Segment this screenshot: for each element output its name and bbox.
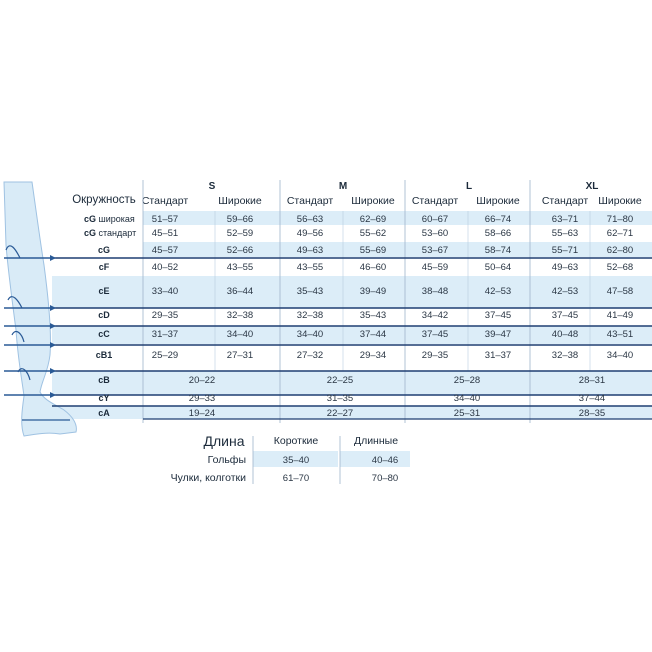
table-cell: 56–63 [296,214,324,225]
table-cell: 41–49 [606,310,634,321]
length-cell: 70–80 [371,473,399,484]
length-cell: 40–46 [371,455,399,466]
table-cell: 55–62 [359,228,387,239]
size-header-xl: XL [585,181,599,192]
table-cell: 58–74 [484,245,512,256]
table-cell: 49–63 [551,262,579,273]
table-cell: 37–45 [484,310,512,321]
length-column-header: Короткие [273,435,319,447]
table-cell: 71–80 [606,214,634,225]
row-code: cC [98,329,110,339]
table-cell: 62–80 [606,245,634,256]
table-cell: 37–44 [578,393,606,404]
column-header: Широкие [351,195,395,207]
table-row [84,228,633,239]
table-cell: 20–22 [188,375,216,386]
column-header: Стандарт [411,195,459,207]
table-cell: 52–66 [226,245,254,256]
table-cell: 38–48 [421,286,449,297]
table-cell: 34–40 [606,350,634,361]
table-cell: 27–32 [296,350,324,361]
row-label [96,350,113,360]
row-label [98,408,110,418]
table-cell: 37–45 [421,329,449,340]
table-cell: 25–31 [453,408,481,419]
table-cell: 22–27 [326,408,354,419]
table-cell: 45–51 [151,228,179,239]
table-cell: 25–28 [453,375,481,386]
length-row-label: Чулки, колготки [170,472,246,484]
row-label [84,228,136,238]
row-label [99,262,110,272]
table-cell: 28–31 [578,375,606,386]
row-code: cA [98,408,110,418]
table-cell: 34–42 [421,310,449,321]
table-cell: 50–64 [484,262,512,273]
table-cell: 33–40 [151,286,179,297]
table-cell: 31–37 [484,350,512,361]
row-label [84,214,135,224]
size-header-l: L [465,181,473,192]
column-header: Широкие [598,195,642,207]
row-label [98,245,110,255]
table-cell: 55–71 [551,245,579,256]
table-cell: 40–48 [551,329,579,340]
table-cell: 34–40 [296,329,324,340]
table-cell: 60–67 [421,214,449,225]
table-cell: 52–59 [226,228,254,239]
table-cell: 35–43 [359,310,387,321]
table-cell: 31–37 [151,329,179,340]
table-cell: 36–44 [226,286,254,297]
length-row-label: Гольфы [207,454,246,466]
row-code: cG [97,245,111,255]
table-cell: 37–45 [551,310,579,321]
table-cell: 28–35 [578,408,606,419]
size-header-s: S [208,181,216,192]
column-header: Стандарт [286,195,334,207]
row-code: cG [84,214,97,224]
size-header-m: M [338,181,348,192]
circumference-label: Окружность [72,194,136,206]
arrow-head [50,255,56,261]
length-cell: 61–70 [282,473,310,484]
table-cell: 47–58 [606,286,634,297]
table-cell: 62–69 [359,214,387,225]
table-row [98,310,633,321]
table-cell: 63–71 [551,214,579,225]
table-cell: 52–68 [606,262,634,273]
table-cell: 25–29 [151,350,179,361]
table-cell: 39–49 [359,286,387,297]
length-column-header: Длинные [353,435,399,447]
table-cell: 34–40 [453,393,481,404]
table-cell: 43–55 [296,262,324,273]
table-cell: 58–66 [484,228,512,239]
table-cell: 29–34 [359,350,387,361]
table-cell: 32–38 [226,310,254,321]
table-cell: 32–38 [551,350,579,361]
table-cell: 42–53 [551,286,579,297]
table-cell: 29–35 [151,310,179,321]
table-cell: 32–38 [296,310,324,321]
table-cell: 59–66 [226,214,254,225]
table-cell: 53–67 [421,245,449,256]
table-cell: 49–56 [296,228,324,239]
table-row [99,262,633,273]
row-code: cB [98,375,110,385]
table-row [96,350,633,361]
length-row [171,472,399,484]
table-cell: 39–47 [484,329,512,340]
table-cell: 29–35 [421,350,449,361]
column-header: Стандарт [541,195,589,207]
row-code: cD [98,310,110,320]
table-cell: 22–25 [326,375,354,386]
table-cell: 35–43 [296,286,324,297]
length-title: Длина [203,433,245,449]
table-cell: 42–53 [484,286,512,297]
table-cell: 55–69 [359,245,387,256]
table-cell: 37–44 [359,329,387,340]
column-header: Широкие [218,195,262,207]
table-cell: 53–60 [421,228,449,239]
table-cell: 34–40 [226,329,254,340]
table-cell: 31–35 [326,393,354,404]
row-code: cB1 [95,350,113,360]
row-label-suffix: стандарт [96,228,137,238]
row-code: cY [98,393,110,403]
table-cell: 51–57 [151,214,179,225]
row-code: cF [98,262,110,272]
table-cell: 45–57 [151,245,179,256]
row-code: cG [84,228,97,238]
row-label [98,310,110,320]
row-label [98,393,109,403]
table-cell: 19–24 [188,408,216,419]
table-cell: 55–63 [551,228,579,239]
table-cell: 46–60 [359,262,387,273]
row-label [98,329,110,339]
table-cell: 43–51 [606,329,634,340]
table-cell: 40–52 [151,262,179,273]
table-cell: 49–63 [296,245,324,256]
table-cell: 45–59 [421,262,449,273]
leg-illustration [4,182,76,436]
row-label [98,286,109,296]
row-label-suffix: широкая [96,214,135,224]
column-header: Широкие [476,195,520,207]
table-cell: 66–74 [484,214,512,225]
row-label [98,375,110,385]
table-cell: 29–33 [188,393,216,404]
table-cell: 62–71 [606,228,634,239]
length-cell: 35–40 [282,455,310,466]
row-code: cE [98,286,110,296]
column-header: Стандарт [141,195,189,207]
table-cell: 43–55 [226,262,254,273]
table-cell: 27–31 [226,350,254,361]
